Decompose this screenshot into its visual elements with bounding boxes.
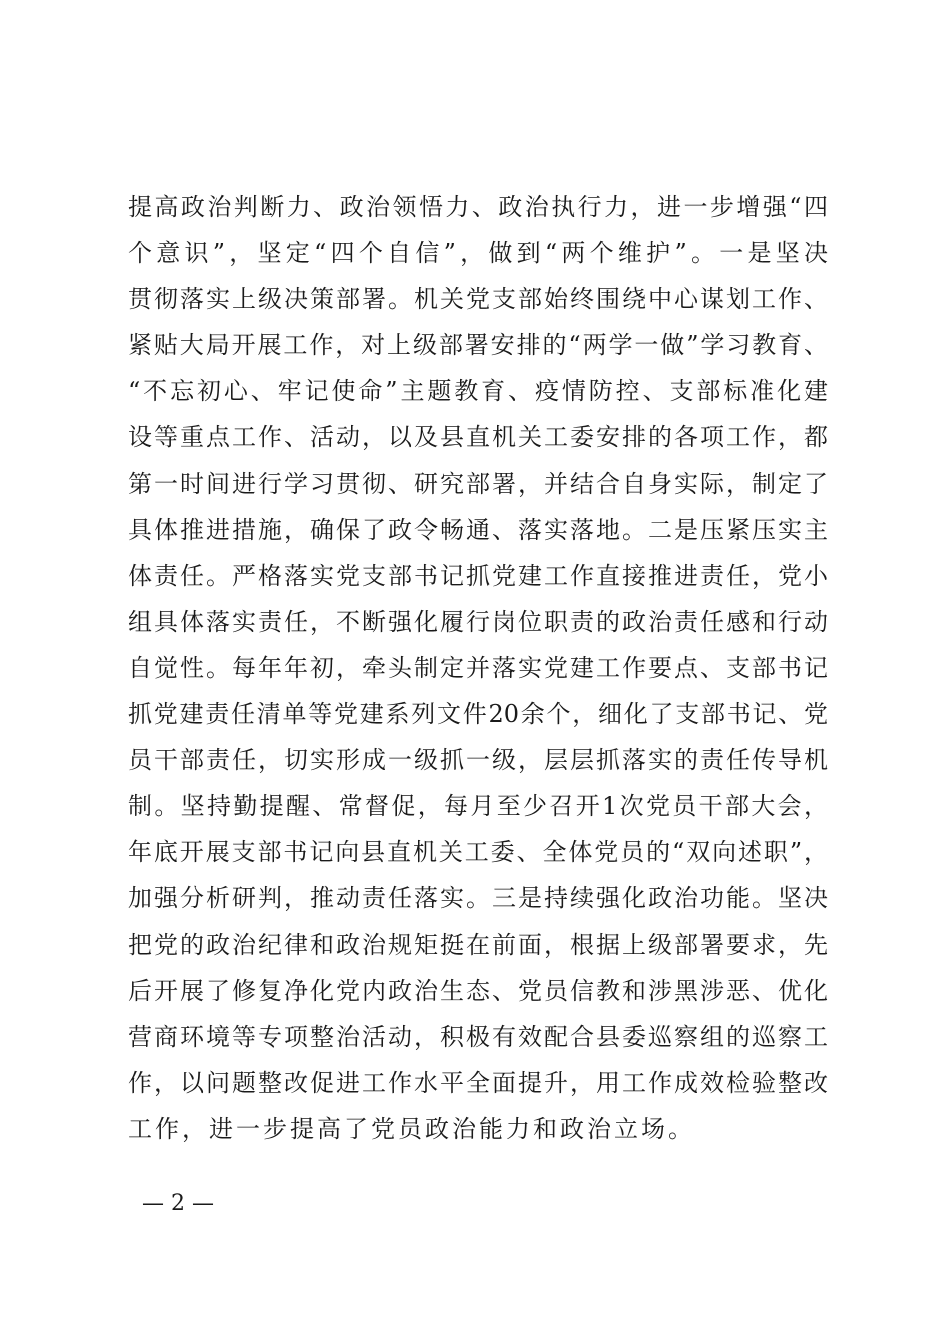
body-paragraph — [128, 184, 828, 1152]
text-line: 组具体落实责任，不断强化履行岗位职责的政治责任感和行动 — [128, 607, 828, 636]
text-line: 抓党建责任清单等党建系列文件20余个，细化了支部书记、党 — [128, 700, 828, 729]
text-line: 制。坚持勤提醒、常督促，每月至少召开1次党员干部大会， — [128, 792, 828, 821]
text-line: 贯彻落实上级决策部署。机关党支部始终围绕中心谋划工作、 — [128, 285, 828, 314]
text-line: 作，以问题整改促进工作水平全面提升，用工作成效检验整改 — [128, 1068, 828, 1097]
text-line: 年底开展支部书记向县直机关工委、全体党员的“双向述职”， — [128, 838, 828, 867]
text-line: 体责任。严格落实党支部书记抓党建工作直接推进责任，党小 — [128, 561, 828, 590]
text-line: 自觉性。每年年初，牵头制定并落实党建工作要点、支部书记 — [128, 653, 828, 682]
text-line-last: 工作，进一步提高了党员政治能力和政治立场。 — [128, 1114, 695, 1143]
text-line: 紧贴大局开展工作，对上级部署安排的“两学一做”学习教育、 — [128, 331, 828, 360]
text-line: 营商环境等专项整治活动，积极有效配合县委巡察组的巡察工 — [128, 1022, 828, 1051]
text-line: 提高政治判断力、政治领悟力、政治执行力，进一步增强“四 — [128, 193, 828, 221]
text-line: “不忘初心、牢记使命”主题教育、疫情防控、支部标准化建 — [128, 377, 828, 406]
text-line: 第一时间进行学习贯彻、研究部署，并结合自身实际，制定了 — [128, 469, 828, 498]
text-line: 设等重点工作、活动，以及县直机关工委安排的各项工作，都 — [128, 423, 828, 452]
page-number: — 2 — — [142, 1191, 214, 1216]
text-line: 具体推进措施，确保了政令畅通、落实落地。二是压紧压实主 — [128, 515, 828, 544]
text-line: 后开展了修复净化党内政治生态、党员信教和涉黑涉恶、优化 — [128, 976, 828, 1005]
text-line: 员干部责任，切实形成一级抓一级，层层抓落实的责任传导机 — [128, 746, 828, 775]
text-line: 把党的政治纪律和政治规矩挺在前面，根据上级部署要求，先 — [128, 930, 828, 959]
text-line: 个意识”，坚定“四个自信”，做到“两个维护”。一是坚决 — [128, 239, 828, 268]
text-line: 加强分析研判，推动责任落实。三是持续强化政治功能。坚决 — [128, 884, 828, 913]
